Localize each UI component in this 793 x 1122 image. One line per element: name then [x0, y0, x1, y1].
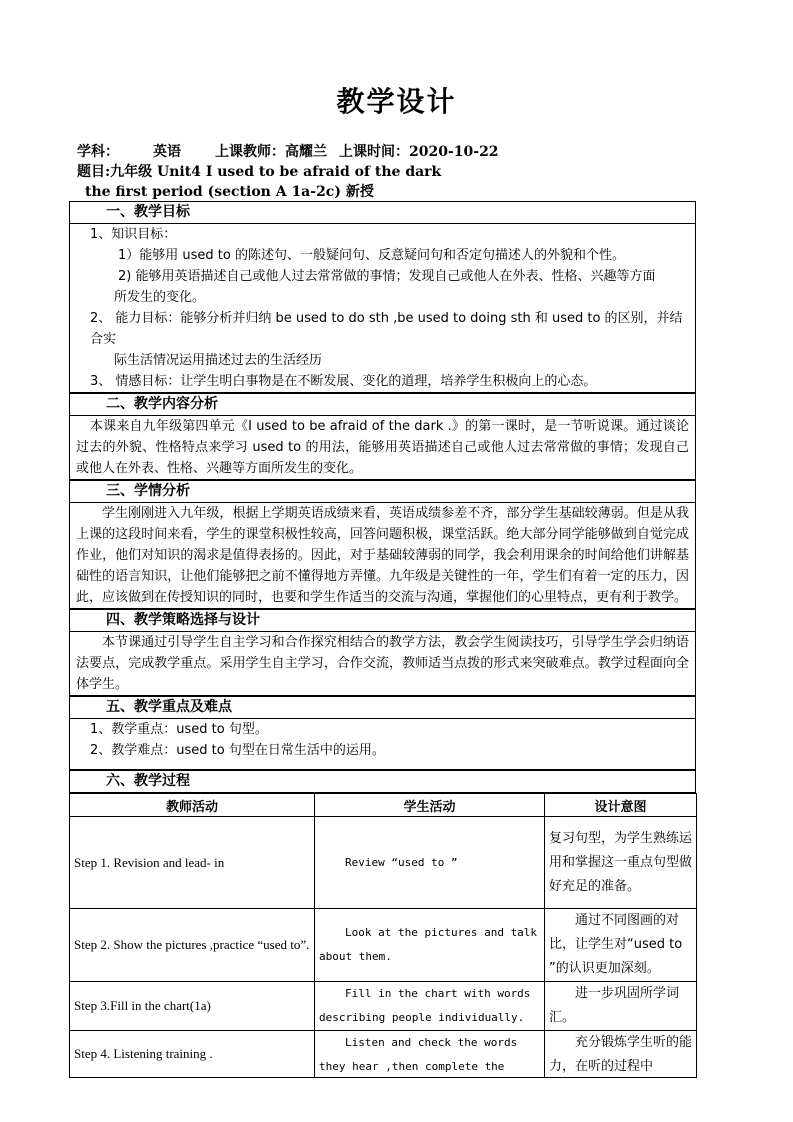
key-point-line: 2、教学难点：used to 句型在日常生活中的运用。	[90, 743, 385, 758]
column-header: 设计意图	[545, 794, 697, 817]
section-body	[70, 632, 695, 696]
section-content-analysis	[69, 393, 696, 480]
design-intent: 进一步巩固所学词汇。	[545, 982, 697, 1031]
objective-line: 2) 能够用英语描述自己或他人过去常常做的事情；发现自己或他人在外表、性格、兴趣等方面	[118, 269, 656, 284]
teacher-activity: Step 2. Show the pictures ,practice “used to”.	[70, 909, 315, 982]
design-intent: 通过不同图画的对比，让学生对“used to ”的认识更加深刻。	[545, 909, 697, 982]
teacher-activity: Step 4. Listening training .	[70, 1031, 315, 1078]
section-body	[70, 224, 695, 393]
student-activity: Review “used to ”	[315, 817, 545, 909]
topic-line-1: 题目:九年级 Unit4 I used to be afraid of the dark	[77, 164, 442, 180]
page-title: 教学设计	[336, 85, 457, 118]
design-intent	[545, 1031, 697, 1078]
table-row	[70, 1031, 697, 1078]
subject-value: 英语	[153, 144, 181, 160]
teacher-activity: Step 1. Revision and lead- in	[70, 817, 315, 909]
objective-line: 所发生的变化。	[114, 290, 206, 305]
column-header: 教师活动	[70, 794, 315, 817]
student-activity-text: Listen and check the words they hear ,then complete the	[319, 1036, 518, 1073]
design-intent: 复习句型，为学生熟练运用和掌握这一重点句型做好充足的准备。	[545, 817, 697, 909]
section-process	[69, 770, 696, 793]
section-objectives	[69, 201, 696, 393]
paragraph: 学生刚刚进入九年级，根据上学期英语成绩来看，英语成绩参差不齐，部分学生基础较薄弱。但是从我上课的这段时间来看，学生的课堂积极性较高，回答问题积极，课堂活跃。绝大部分同学能够做到自觉完成作业，他们对知识的渴求是值得表扬的。因此，对于基础较薄弱的同学，我会利用课余的时间给他们讲解基础性的语言知识，让他们能够把之前不懂得地方弄懂。九年级是关键性的一年，学生们有着一定的压力，因此，应该做到在传授知识的同时，也要和学生作适当的交流与沟通，掌握他们的心里特点，更有利于教学。	[76, 506, 689, 605]
design-intent-text: 充分锻炼学生听的能力，在听的过程中	[549, 1035, 692, 1074]
objective-line: 3、 情感目标：让学生明白事物是在不断发展、变化的道理，培养学生积极向上的心态。	[90, 374, 597, 389]
section-heading: 五、教学重点及难点	[70, 697, 695, 719]
objective-line: 2、 能力目标：能够分析并归纳 be used to do sth ,be used to doing sth 和 used to 的区别，并结合实	[90, 311, 683, 347]
teacher-activity: Step 3.Fill in the chart(1a)	[70, 982, 315, 1031]
process-header-row	[70, 794, 697, 817]
table-row	[70, 817, 697, 909]
column-header: 学生活动	[315, 794, 545, 817]
section-key-points	[69, 696, 696, 770]
teacher-value: 高耀兰	[285, 144, 327, 160]
paragraph: 本课来自九年级第四单元《I used to be afraid of the dark .》的第一课时，是一节听说课。通过谈论过去的外貌、性格特点来学习 used to 的用法，能够用英语描述自己或他人过去常常做的事情；发现自己或他人在外表、性格、兴趣等方面所发生的变化。	[76, 419, 689, 476]
table-row	[70, 909, 697, 982]
section-heading: 三、学情分析	[70, 481, 695, 503]
lesson-plan-table	[69, 201, 696, 1078]
objective-line: 际生活情况运用描述过去的生活经历	[114, 353, 323, 368]
meta-line	[77, 141, 499, 161]
objective-line: 1、知识目标：	[90, 227, 177, 242]
time-value: 2020-10-22	[409, 144, 499, 160]
section-heading: 四、教学策略选择与设计	[70, 610, 695, 632]
student-activity: Fill in the chart with words describing people individually.	[315, 982, 545, 1031]
section-heading: 二、教学内容分析	[70, 394, 695, 416]
student-activity	[315, 1031, 545, 1078]
objective-line: 1）能够用 used to 的陈述句、一般疑问句、反意疑问句和否定句描述人的外貌和个性。	[118, 248, 625, 263]
topic-line-2: the first period (section A 1a-2c) 新授	[85, 184, 374, 200]
paragraph: 本节课通过引导学生自主学习和合作探究相结合的教学方法，教会学生阅读技巧，引导学生学会归纳语法要点，完成教学重点。采用学生自主学习，合作交流，教师适当点拨的形式来突破难点。教学过程面向全体学生。	[76, 635, 689, 692]
section-body	[70, 416, 695, 480]
student-activity: Look at the pictures and talk about them.	[315, 909, 545, 982]
time-label: 上课时间：	[339, 144, 409, 160]
teacher-label: 上课教师：	[215, 144, 285, 160]
table-row	[70, 982, 697, 1031]
subject-label: 学科：	[77, 144, 119, 160]
section-body	[70, 503, 695, 609]
section-heading: 六、教学过程	[70, 771, 695, 793]
key-point-line: 1、教学重点：used to 句型。	[90, 722, 268, 737]
section-strategy	[69, 609, 696, 696]
section-student-analysis	[69, 480, 696, 609]
process-table	[69, 793, 697, 1078]
section-body	[70, 719, 695, 770]
section-heading: 一、教学目标	[70, 202, 695, 224]
